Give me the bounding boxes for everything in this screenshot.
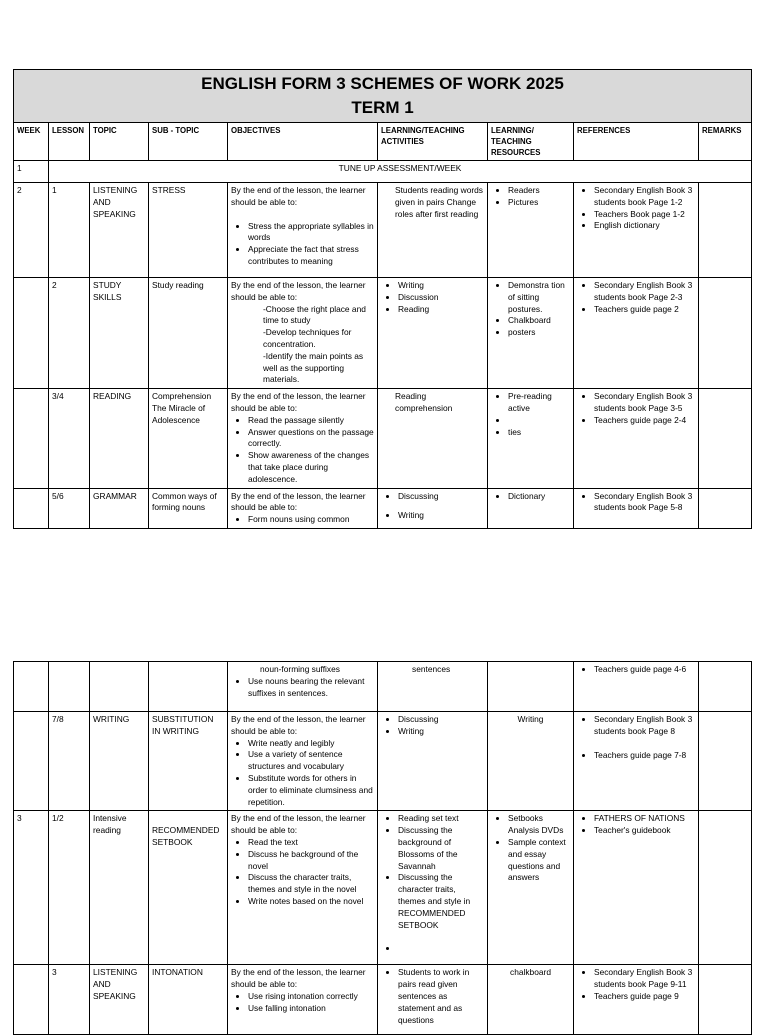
list-item: • Appreciate the fact that stress contributes to meaning (248, 244, 374, 268)
objectives-intro: By the end of the lesson, the learner should be able to: (231, 185, 366, 207)
week-cell: 3 (14, 811, 49, 965)
list-item: • Use falling intonation (248, 1003, 374, 1015)
table-row (14, 488, 752, 528)
title-line-1: ENGLISH FORM 3 SCHEMES OF WORK 2025 (201, 74, 564, 93)
list-item: • English dictionary (594, 220, 695, 232)
references-cell (574, 389, 699, 488)
topic-cell: GRAMMAR (90, 488, 149, 528)
topic-cell: Intensive reading (90, 811, 149, 965)
list-item: • Secondary English Book 3 students book Page 2-3 (594, 280, 695, 304)
header-remarks: REMARKS (699, 123, 752, 161)
list-item: • Use rising intonation correctly (248, 991, 374, 1003)
table-row (14, 183, 752, 278)
list-item: • Answer questions on the passage correctly. (248, 427, 374, 451)
topic-cell: LISTENING AND SPEAKING (90, 183, 149, 278)
week-cell (14, 712, 49, 811)
list-item: • Teachers guide page 2 (594, 304, 695, 316)
list-item: • Pre-reading active (508, 391, 570, 415)
lesson-cell (49, 662, 90, 712)
references-cell (574, 488, 699, 528)
week-cell: 1 (14, 161, 49, 183)
remarks-cell (699, 662, 752, 712)
header-topic: TOPIC (90, 123, 149, 161)
list-item: • Demonstra tion of sitting postures. (508, 280, 570, 315)
list-item: • Reading set text (398, 813, 484, 825)
week-cell (14, 488, 49, 528)
list-item: • Use nouns bearing the relevant suffixes in sentences. (248, 676, 374, 700)
list-item: • Students to work in pairs read given sentences as statement and as questions (398, 967, 484, 1026)
objective-line: -Choose the right place and time to study (263, 303, 366, 326)
resources-cell (488, 488, 574, 528)
week-cell (14, 965, 49, 1035)
references-cell (574, 183, 699, 278)
list-item: • Writing (398, 726, 484, 738)
subtopic-cell: RECOMMENDED SETBOOK (149, 811, 228, 965)
list-item: • ties (508, 427, 570, 439)
lesson-cell: 3 (49, 965, 90, 1035)
list-item: • FATHERS OF NATIONS (594, 813, 695, 825)
list-item: • Discuss he background of the novel (248, 849, 374, 873)
list-item: • Read the text (248, 837, 374, 849)
objectives-cell (228, 712, 378, 811)
subtopic-cell: SUBSTITUTION IN WRITING (149, 712, 228, 811)
objectives-cell (228, 965, 378, 1035)
week-cell (14, 662, 49, 712)
tune-up-cell: TUNE UP ASSESSMENT/WEEK (49, 161, 752, 183)
topic-cell: WRITING (90, 712, 149, 811)
week-cell: 2 (14, 183, 49, 278)
list-item: • Teachers guide page 9 (594, 991, 695, 1003)
header-activities: LEARNING/TEACHING ACTIVITIES (378, 123, 488, 161)
header-resources: LEARNING/ TEACHING RESOURCES (488, 123, 574, 161)
references-cell (574, 811, 699, 965)
resources-cell (488, 278, 574, 389)
objectives-cell (228, 488, 378, 528)
table-row (14, 965, 752, 1035)
subtopic-cell: Common ways of forming nouns (149, 488, 228, 528)
table-row (14, 662, 752, 712)
list-item: • Discussing (398, 491, 484, 503)
subtopic-cell: STRESS (149, 183, 228, 278)
resources-cell: chalkboard (488, 965, 574, 1035)
list-item: • Teachers guide page 7-8 (594, 750, 695, 762)
references-cell (574, 278, 699, 389)
resources-cell (488, 183, 574, 278)
topic-cell: READING (90, 389, 149, 488)
subtopic-cell (149, 662, 228, 712)
subtopic-cell: Study reading (149, 278, 228, 389)
activities-cell (378, 278, 488, 389)
resources-cell (488, 811, 574, 965)
remarks-cell (699, 712, 752, 811)
lesson-cell: 1/2 (49, 811, 90, 965)
objectives-intro: By the end of the lesson, the learner should be able to: (231, 280, 366, 302)
list-item: • Show awareness of the changes that take place during adolescence. (248, 450, 374, 485)
lesson-cell: 3/4 (49, 389, 90, 488)
objectives-cell (228, 811, 378, 965)
list-item: • Discuss the character traits, themes and style in the novel (248, 872, 374, 896)
remarks-cell (699, 183, 752, 278)
references-cell (574, 662, 699, 712)
objective-line: noun-forming suffixes (260, 664, 340, 674)
list-item: • Teachers Book page 1-2 (594, 209, 695, 221)
objectives-intro: By the end of the lesson, the learner should be able to: (231, 967, 366, 990)
objective-line: -Identify the main points as well as the supporting materials. (263, 350, 364, 385)
list-item: • Setbooks Analysis DVDs (508, 813, 570, 837)
list-item: • Secondary English Book 3 students book Page 9-11 (594, 967, 695, 991)
topic-cell: LISTENING AND SPEAKING (90, 965, 149, 1035)
activities-cell: Reading comprehension (378, 389, 488, 488)
list-item: • Writing (398, 280, 484, 292)
references-cell (574, 712, 699, 811)
list-item: • Discussion (398, 292, 484, 304)
objectives-cell (228, 662, 378, 712)
remarks-cell (699, 278, 752, 389)
list-item: • Sample context and essay questions and answers (508, 837, 570, 884)
list-item: • Write notes based on the novel (248, 896, 374, 908)
objective-line: -Develop techniques for concentration. (263, 327, 352, 349)
activities-cell (378, 488, 488, 528)
list-item: • Discussing the character traits, themes and style in RECOMMENDED SETBOOK (398, 872, 484, 931)
header-lesson: LESSON (49, 123, 90, 161)
topic-cell (90, 662, 149, 712)
objectives-intro: By the end of the lesson, the learner should be able to: (231, 714, 366, 736)
activities-cell: Students reading words given in pairs Change roles after first reading (378, 183, 488, 278)
list-item: • Discussing the background of Blossoms of the Savannah (398, 825, 484, 872)
list-item: • Pictures (508, 197, 570, 209)
header-row (14, 123, 752, 161)
header-week: WEEK (14, 123, 49, 161)
remarks-cell (699, 389, 752, 488)
header-objectives: OBJECTIVES (228, 123, 378, 161)
objectives-cell (228, 183, 378, 278)
list-item: • Readers (508, 185, 570, 197)
header-references: REFERENCES (574, 123, 699, 161)
table-row (14, 811, 752, 965)
resources-cell (488, 662, 574, 712)
lesson-cell: 5/6 (49, 488, 90, 528)
list-item: • Substitute words for others in order to eliminate clumsiness and repetition. (248, 773, 374, 808)
list-item: • Teachers guide page 2-4 (594, 415, 695, 427)
list-item: • Teachers guide page 4-6 (594, 664, 695, 676)
list-item: • Writing (398, 510, 484, 522)
objectives-intro: By the end of the lesson, the learner should be able to: (231, 391, 366, 413)
scheme-table-page-2 (13, 661, 752, 1035)
title-line-2: TERM 1 (351, 98, 414, 117)
objectives-intro: By the end of the lesson, the learner should be able to: (231, 490, 366, 513)
list-item: • Chalkboard (508, 315, 570, 327)
objectives-cell (228, 389, 378, 488)
topic-cell: STUDY SKILLS (90, 278, 149, 389)
list-item: • Secondary English Book 3 students book Page 8 (594, 714, 695, 738)
table-row (14, 389, 752, 488)
list-item: • Read the passage silently (248, 415, 374, 427)
list-item: • Secondary English Book 3 students book Page 3-5 (594, 391, 695, 415)
list-item (398, 943, 484, 955)
week-cell (14, 278, 49, 389)
activities-cell (378, 965, 488, 1035)
week-cell (14, 389, 49, 488)
activities-cell (378, 712, 488, 811)
list-item: • Discussing (398, 714, 484, 726)
table-row (14, 278, 752, 389)
scheme-table-page-1 (13, 69, 752, 529)
lesson-cell: 1 (49, 183, 90, 278)
references-cell (574, 965, 699, 1035)
resources-cell (488, 389, 574, 488)
list-item: • Stress the appropriate syllables in words (248, 221, 374, 245)
resources-cell: Writing (488, 712, 574, 811)
list-item: • posters (508, 327, 570, 339)
header-sub-topic: SUB - TOPIC (149, 123, 228, 161)
activities-cell: sentences (378, 662, 488, 712)
subtopic-cell: Comprehension The Miracle of Adolescence (149, 389, 228, 488)
activities-cell (378, 811, 488, 965)
remarks-cell (699, 811, 752, 965)
list-item: • Secondary English Book 3 students book Page 5-8 (594, 491, 695, 515)
list-item: • Reading (398, 304, 484, 316)
list-item: • Form nouns using common (248, 514, 374, 526)
subtopic-cell: INTONATION (149, 965, 228, 1035)
remarks-cell (699, 965, 752, 1035)
list-item: • Write neatly and legibly (248, 738, 374, 750)
table-row (14, 161, 752, 183)
lesson-cell: 2 (49, 278, 90, 389)
objectives-intro: By the end of the lesson, the learner should be able to: (231, 813, 366, 836)
list-item: • Use a variety of sentence structures and vocabulary (248, 749, 374, 773)
table-row (14, 712, 752, 811)
list-item: • Teacher's guidebook (594, 825, 695, 837)
list-item: • Secondary English Book 3 students book Page 1-2 (594, 185, 695, 209)
list-item (508, 415, 570, 427)
objectives-cell (228, 278, 378, 389)
list-item: • Dictionary (508, 491, 570, 503)
lesson-cell: 7/8 (49, 712, 90, 811)
document-title (14, 70, 752, 123)
remarks-cell (699, 488, 752, 528)
